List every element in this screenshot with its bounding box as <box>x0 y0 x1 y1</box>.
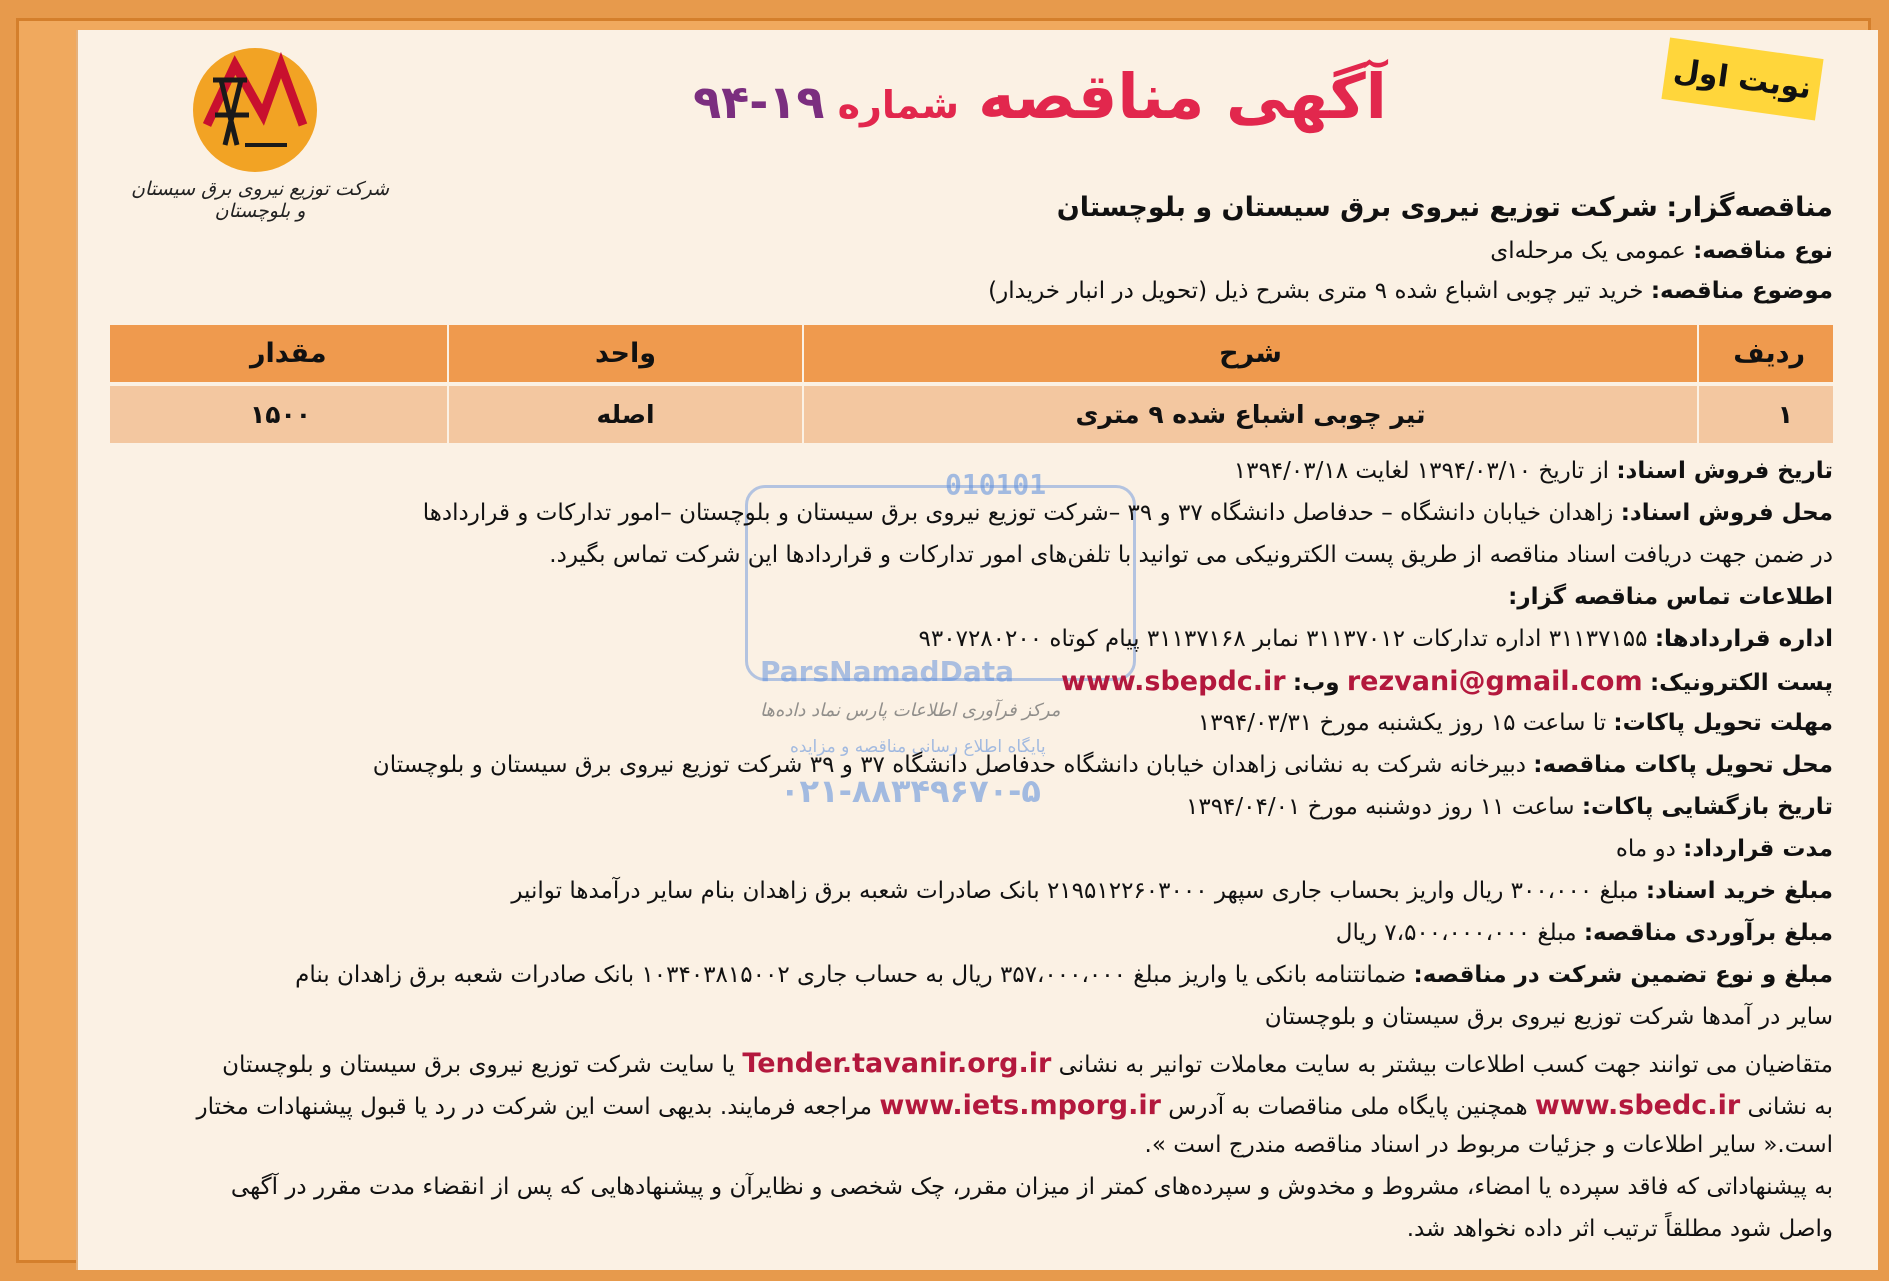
watermark-phone: ۰۲۱-۸۸۳۴۹۶۷۰-۵ <box>780 772 1041 810</box>
header-unit: واحد <box>448 325 803 384</box>
cell-row-number: ۱ <box>1698 384 1833 443</box>
info-text-2c: مراجعه فرمایند. بدیهی است این شرکت در رد یا قبول پیشنهادات مختار <box>196 1094 872 1120</box>
info-line-5: واصل شود مطلقاً ترتیب اثر داده نخواهد شد. <box>1406 1216 1833 1242</box>
tender-site-link[interactable]: Tender.tavanir.org.ir <box>742 1048 1052 1079</box>
tender-type-value: عمومی یک مرحله‌ای <box>1490 238 1686 264</box>
organizer-line <box>1057 192 1833 224</box>
sale-place-value: زاهدان خیابان دانشگاه – حدفاصل دانشگاه ۳۷ و ۳۹ –شرکت توزیع نیروی برق سیستان و بلوچستان –امور تدارکات و قراردادها <box>422 500 1614 526</box>
doc-price-label: مبلغ خرید اسناد: <box>1645 878 1833 904</box>
guarantee-label: مبلغ و نوع تضمین شرکت در مناقصه: <box>1413 962 1833 988</box>
title-number: ۱۹-۹۴ <box>693 75 825 129</box>
logo-caption: شرکت توزیع نیروی برق سیستان و بلوچستان <box>130 178 390 222</box>
contact-heading <box>1508 584 1833 612</box>
contact-heading-text: اطلاعات تماس مناقصه گزار: <box>1508 584 1833 610</box>
info-text-2b: همچنین پایگاه ملی مناقصات به آدرس <box>1168 1094 1528 1120</box>
opening-line <box>1186 794 1833 822</box>
sale-date-label: تاریخ فروش اسناد: <box>1616 458 1833 484</box>
title-main: آگهی مناقصه <box>978 60 1387 133</box>
email-line <box>1061 666 1833 698</box>
tender-type-label: نوع مناقصه: <box>1693 238 1833 264</box>
cell-unit: اصله <box>448 384 803 443</box>
watermark-subtitle-2: پایگاه اطلاع رسانی مناقصه و مزایده <box>790 737 1046 757</box>
title-number-label: شماره <box>837 83 959 127</box>
opening-label: تاریخ بازگشایی پاکات: <box>1581 794 1833 820</box>
guarantee-value: ضمانتنامه بانکی یا واریز مبلغ ۳۵۷،۰۰۰،۰۰۰ ریال به حساب جاری ۱۰۳۴۰۳۸۱۵۰۰۲ بانک صادرات شعبه برق زاهدان بنام <box>295 962 1407 988</box>
guarantee-line-2: سایر در آمدها شرکت توزیع نیروی برق سیستان و بلوچستان <box>1264 1004 1833 1030</box>
table-row <box>109 384 1833 443</box>
doc-price-line <box>511 878 1833 906</box>
watermark-brand: ParsNamadData <box>760 655 1014 688</box>
doc-price-value: مبلغ ۳۰۰،۰۰۰ ریال واریز بحساب جاری سپهر ۲۱۹۵۱۲۲۶۰۳۰۰۰ بانک صادرات شعبه برق زاهدان بنام سایر درآمدها توانیر <box>511 878 1639 904</box>
deadline-line <box>1198 710 1833 738</box>
website-link[interactable]: www.sbepdc.ir <box>1061 666 1286 697</box>
estimate-value: مبلغ ۷،۵۰۰،۰۰۰،۰۰۰ ریال <box>1335 920 1577 946</box>
deadline-value: تا ساعت ۱۵ روز یکشنبه مورخ ۱۳۹۴/۰۳/۳۱ <box>1197 710 1607 736</box>
guarantee-line <box>295 962 1833 990</box>
deadline-label: مهلت تحویل پاکات: <box>1613 710 1833 736</box>
items-table <box>108 325 1833 443</box>
subject-label: موضوع مناقصه: <box>1650 278 1833 304</box>
info-line-2 <box>197 1090 1833 1122</box>
duration-label: مدت قرارداد: <box>1683 836 1833 862</box>
subject-line <box>988 278 1833 306</box>
info-text-1b: یا سایت شرکت توزیع نیروی برق سیستان و بلوچستان <box>222 1052 736 1078</box>
tender-type-line <box>1490 238 1833 266</box>
watermark-digits: 010101 <box>945 468 1047 501</box>
info-line-4: به پیشنهاداتی که فاقد سپرده یا امضاء، مشروط و مخدوش و سپرده‌های کمتر از میزان مقرر، چک شخصی و نظایرآن و پیشنهادهایی که پس از انقضاء مدت مقرر در آگهی <box>230 1174 1833 1200</box>
email-address-link[interactable]: rezvani@gmail.com <box>1346 666 1643 697</box>
organizer-label: مناقصه‌گزار: <box>1666 192 1833 223</box>
info-line-3: است.« سایر اطلاعات و جزئیات مربوط در اسناد مناقصه مندرج است ». <box>1144 1132 1833 1158</box>
duration-line <box>1616 836 1833 864</box>
sale-date-value: از تاریخ ۱۳۹۴/۰۳/۱۰ لغایت ۱۳۹۴/۰۳/۱۸ <box>1233 458 1610 484</box>
sbedc-site-link[interactable]: www.sbedc.ir <box>1534 1090 1741 1121</box>
sale-place-line <box>423 500 1833 528</box>
contracts-line <box>919 626 1833 654</box>
duration-value: دو ماه <box>1615 836 1676 862</box>
opening-value: ساعت ۱۱ روز دوشنبه مورخ ۱۳۹۴/۰۴/۰۱ <box>1186 794 1575 820</box>
subject-value: خرید تیر چوبی اشباع شده ۹ متری بشرح ذیل (تحویل در انبار خریدار) <box>988 278 1644 304</box>
page-title <box>660 60 1420 133</box>
company-logo <box>185 45 325 175</box>
cell-quantity: ۱۵۰۰ <box>109 384 448 443</box>
estimate-line <box>1336 920 1833 948</box>
email-label: پست الکترونیک: <box>1649 670 1833 696</box>
sale-date-line <box>1234 458 1833 486</box>
delivery-place-label: محل تحویل پاکات مناقصه: <box>1533 752 1833 778</box>
estimate-label: مبلغ برآوردی مناقصه: <box>1583 920 1833 946</box>
contracts-value: ۳۱۱۳۷۱۵۵ اداره تدارکات ۳۱۱۳۷۰۱۲ نمابر ۳۱۱۳۷۱۶۸ پیام کوتاه ۹۳۰۷۲۸۰۲۰۰ <box>918 626 1648 652</box>
cell-description: تیر چوبی اشباع شده ۹ متری <box>803 384 1698 443</box>
delivery-place-value: دبیرخانه شرکت به نشانی زاهدان خیابان دانشگاه حدفاصل دانشگاه ۳۷ و ۳۹ شرکت توزیع نیروی برق سیستان و بلوچستان <box>372 752 1526 778</box>
sale-place-label: محل فروش اسناد: <box>1620 500 1833 526</box>
sale-place-note: در ضمن جهت دریافت اسناد مناقصه از طریق پست الکترونیکی می توانید با تلفن‌های امور تدارکات و قراردادها این شرکت تماس بگیرد. <box>549 542 1833 568</box>
delivery-place-line <box>373 752 1833 780</box>
table-header-row <box>109 325 1833 384</box>
header-quantity: مقدار <box>109 325 448 384</box>
info-text-2a: به نشانی <box>1747 1094 1833 1120</box>
organizer-value: شرکت توزیع نیروی برق سیستان و بلوچستان <box>1056 192 1658 223</box>
iets-site-link[interactable]: www.iets.mporg.ir <box>879 1090 1161 1121</box>
header-description: شرح <box>803 325 1698 384</box>
first-round-badge: نوبت اول <box>1661 38 1823 121</box>
header-row-number: ردیف <box>1698 325 1833 384</box>
watermark-subtitle: مرکز فرآوری اطلاعات پارس نماد داده‌ها <box>760 700 1061 721</box>
info-line-1 <box>222 1048 1833 1080</box>
web-label: وب: <box>1292 670 1340 696</box>
contracts-label: اداره قراردادها: <box>1654 626 1833 652</box>
info-text-1a: متقاضیان می توانند جهت کسب اطلاعات بیشتر به سایت معاملات توانیر به نشانی <box>1058 1052 1833 1078</box>
